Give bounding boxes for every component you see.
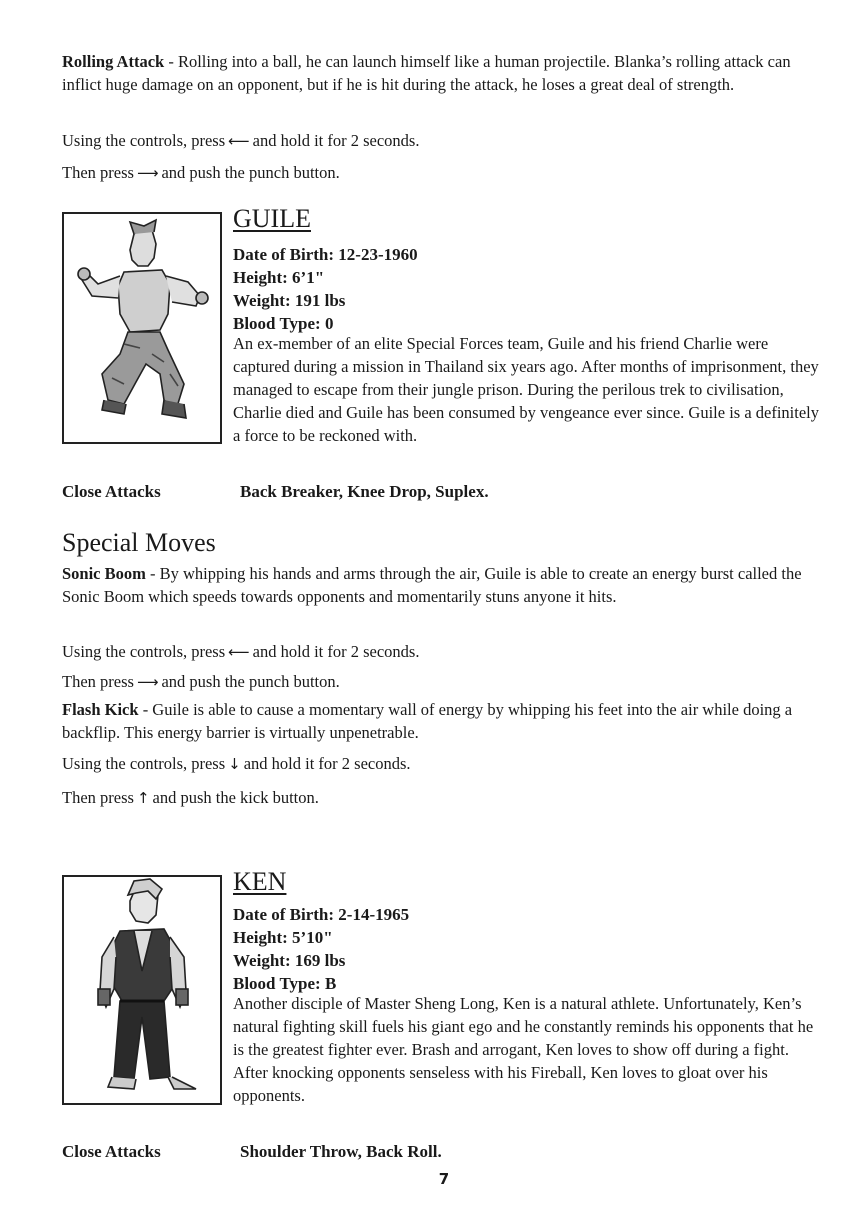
arrow-right-icon: ⟶	[136, 164, 159, 182]
stat-value: 6’1"	[292, 268, 325, 287]
sonic-boom-paragraph	[62, 562, 822, 608]
stat-value: 191 lbs	[294, 291, 346, 310]
sonic-boom-step2	[62, 670, 822, 694]
flash-kick-step1	[62, 752, 822, 776]
ken-dob	[233, 903, 409, 926]
stat-value: B	[324, 974, 337, 993]
stat-value: 0	[324, 314, 334, 333]
guile-close-attacks-label: Close Attacks	[62, 482, 161, 501]
stat-label: Blood Type:	[233, 974, 321, 993]
arrow-left-icon: ⟵	[228, 132, 250, 150]
stat-value: 5’10"	[292, 928, 333, 947]
arrow-up-icon: ↑	[136, 789, 150, 807]
step-text: and hold it for 2 seconds.	[252, 131, 420, 150]
step-text: Then press	[62, 163, 134, 182]
ken-stats	[233, 903, 409, 995]
ken-close-attacks-label: Close Attacks	[62, 1142, 161, 1161]
stat-label: Weight:	[233, 951, 291, 970]
stat-label: Height:	[233, 928, 288, 947]
special-moves-title: Special Moves	[62, 528, 216, 557]
ken-weight	[233, 949, 409, 972]
rolling-attack-paragraph	[62, 50, 822, 96]
ken-name: KEN	[233, 867, 287, 896]
step-text: Using the controls, press	[62, 642, 226, 661]
step-text: and hold it for 2 seconds.	[252, 642, 420, 661]
rolling-attack-title: Rolling Attack	[62, 52, 165, 71]
guile-bio: An ex-member of an elite Special Forces team, Guile and his friend Charlie were captured during a mission in Thailand six years ago. After months of imprisonment, they managed to escape from their jungle prison. During the perilous trek to civilisation, Charlie died and Guile has been consumed by vengeance ever since. Guile is a definitely a force to be reckoned with.	[233, 334, 819, 445]
guile-dob	[233, 243, 418, 266]
rolling-attack-step2	[62, 161, 822, 185]
step-text: Then press	[62, 788, 134, 807]
stat-label: Date of Birth:	[233, 245, 335, 264]
guile-stats	[233, 243, 418, 335]
rolling-attack-desc: - Rolling into a ball, he can launch himself like a human projectile. Blanka’s rolling attack can inflict huge damage on an opponent, but if he is hit during the attack, he loses a great deal of strength.	[62, 52, 791, 94]
step-text: Then press	[62, 672, 134, 691]
rolling-attack-step1	[62, 129, 822, 153]
ken-bio: Another disciple of Master Sheng Long, Ken is a natural athlete. Unfortunately, Ken’s natural fighting skill fuels his giant ego and he constantly reminds his opponents that he is the greatest fighter ever. Brash and arrogant, Ken loves to show off during a fight. After knocking opponents senseless with his Fireball, Ken loves to gloat over his opponents.	[233, 994, 814, 1105]
sonic-boom-step1	[62, 640, 822, 664]
stat-value: 12-23-1960	[338, 245, 418, 264]
ken-close-attacks-value: Shoulder Throw, Back Roll.	[240, 1142, 442, 1161]
flash-kick-step2	[62, 786, 822, 810]
ken-portrait	[62, 875, 222, 1105]
step-text: Using the controls, press	[62, 131, 226, 150]
sonic-boom-desc: - By whipping his hands and arms through the air, Guile is able to create an energy burst called the Sonic Boom which speeds towards opponents and momentarily stuns anyone it hits.	[62, 564, 802, 606]
guile-weight	[233, 289, 418, 312]
step-text: and push the punch button.	[161, 163, 340, 182]
page-number: 7	[438, 1170, 450, 1188]
step-text: Using the controls, press	[62, 754, 226, 773]
step-text: and push the kick button.	[152, 788, 319, 807]
stat-label: Weight:	[233, 291, 291, 310]
guile-name: GUILE	[233, 204, 311, 233]
stat-label: Blood Type:	[233, 314, 321, 333]
ken-height	[233, 926, 409, 949]
flash-kick-title: Flash Kick	[62, 700, 139, 719]
flash-kick-paragraph	[62, 698, 822, 744]
ken-illustration-icon	[64, 877, 220, 1103]
arrow-right-icon: ⟶	[136, 673, 159, 691]
arrow-left-icon: ⟵	[228, 643, 250, 661]
guile-portrait	[62, 212, 222, 444]
stat-value: 169 lbs	[294, 951, 346, 970]
arrow-down-icon: ↓	[228, 755, 241, 773]
stat-value: 2-14-1965	[338, 905, 410, 924]
guile-close-attacks-value: Back Breaker, Knee Drop, Suplex.	[240, 482, 489, 501]
guile-illustration-icon	[64, 214, 220, 442]
step-text: and push the punch button.	[161, 672, 340, 691]
stat-label: Height:	[233, 268, 288, 287]
flash-kick-desc: - Guile is able to cause a momentary wall of energy by whipping his feet into the air while doing a backflip. This energy barrier is virtually unpenetrable.	[62, 700, 793, 742]
step-text: and hold it for 2 seconds.	[243, 754, 411, 773]
stat-label: Date of Birth:	[233, 905, 335, 924]
guile-height	[233, 266, 418, 289]
sonic-boom-title: Sonic Boom	[62, 564, 146, 583]
